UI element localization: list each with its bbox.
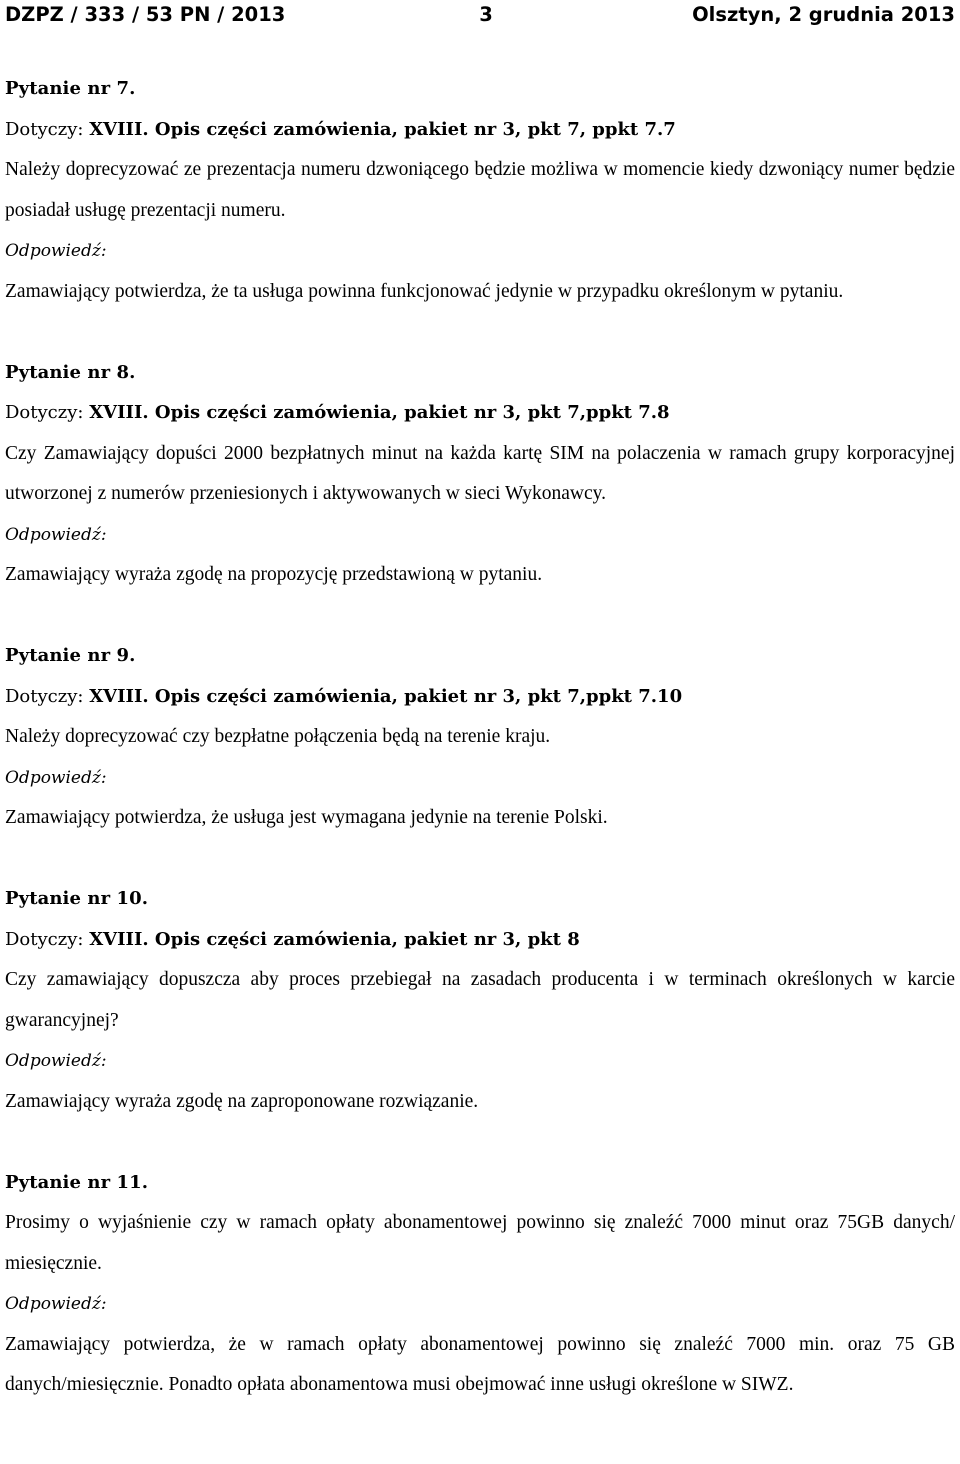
answer-text: Zamawiający wyraża zgodę na zaproponowane rozwiązanie.: [5, 1090, 479, 1112]
question-text: Należy doprecyzować czy bezpłatne połączenia będą na terenie kraju.: [5, 726, 551, 747]
question-reference: [5, 393, 955, 434]
question-block-10: [5, 879, 955, 1122]
question-reference: [5, 110, 955, 151]
question-block-8: [5, 353, 955, 596]
page-number: 3: [479, 3, 493, 26]
answer-label: Odpowiedź:: [5, 1294, 107, 1314]
question-reference: [5, 677, 955, 718]
document-body: [5, 69, 955, 1406]
question-text: Czy zamawiający dopuszcza aby proces przebiegał na zasadach producenta i w terminach określonych w karcie gwarancyjnej?: [5, 969, 955, 1031]
reference-prefix: Dotyczy:: [5, 118, 90, 140]
question-title: Pytanie nr 9.: [5, 645, 136, 666]
answer-text: Zamawiający potwierdza, że usługa jest wymagana jedynie na terenie Polski.: [5, 807, 608, 828]
question-reference: [5, 920, 955, 961]
question-text: Należy doprecyzować ze prezentacja numeru dzwoniącego będzie możliwa w momencie kiedy dzwoniący numer będzie posiadał usługę prezentacji numeru.: [5, 159, 955, 221]
answer-label: Odpowiedź:: [5, 1051, 107, 1071]
question-block-9: [5, 636, 955, 839]
place-and-date: Olsztyn, 2 grudnia 2013: [692, 3, 955, 26]
question-title: Pytanie nr 11.: [5, 1171, 149, 1193]
answer-label: Odpowiedź:: [5, 241, 107, 261]
answer-label: Odpowiedź:: [5, 767, 107, 788]
question-block-11: [5, 1163, 955, 1406]
page-header: [5, 0, 955, 40]
question-title: Pytanie nr 10.: [5, 888, 149, 909]
answer-text: Zamawiający potwierdza, że ta usługa powinna funkcjonować jedynie w przypadku określonym w pytaniu.: [5, 280, 844, 302]
answer-text: Zamawiający wyraża zgodę na propozycję przedstawioną w pytaniu.: [5, 564, 543, 585]
reference-text: XVIII. Opis części zamówienia, pakiet nr 3, pkt 7,ppkt 7.10: [89, 685, 683, 707]
answer-text: Zamawiający potwierdza, że w ramach opłaty abonamentowej powinno się znaleźć 7000 min. oraz 75 GB danych/miesięcznie. Ponadto opłata abonamentowa musi obejmować inne usługi określone w SIWZ.: [5, 1333, 955, 1395]
question-title: Pytanie nr 7.: [5, 78, 136, 99]
question-block-7: [5, 69, 955, 312]
reference-prefix: Dotyczy:: [5, 928, 90, 950]
reference-text: XVIII. Opis części zamówienia, pakiet nr 3, pkt 7, ppkt 7.7: [89, 118, 676, 140]
question-text: Czy Zamawiający dopuści 2000 bezpłatnych minut na każda kartę SIM na polaczenia w ramach grupy korporacyjnej utworzonej z numerów przeniesionych i aktywowanych w sieci Wykonawcy.: [5, 442, 955, 504]
answer-label: Odpowiedź:: [5, 524, 107, 545]
case-reference: DZPZ / 333 / 53 PN / 2013: [5, 3, 286, 26]
reference-text: XVIII. Opis części zamówienia, pakiet nr 3, pkt 7,ppkt 7.8: [89, 402, 670, 423]
reference-text: XVIII. Opis części zamówienia, pakiet nr 3, pkt 8: [89, 928, 580, 950]
reference-prefix: Dotyczy:: [5, 685, 90, 707]
reference-prefix: Dotyczy:: [5, 402, 90, 423]
question-title: Pytanie nr 8.: [5, 361, 136, 383]
question-text: Prosimy o wyjaśnienie czy w ramach opłaty abonamentowej powinno się znaleźć 7000 minut oraz 75GB danych/ miesięcznie.: [5, 1212, 955, 1274]
